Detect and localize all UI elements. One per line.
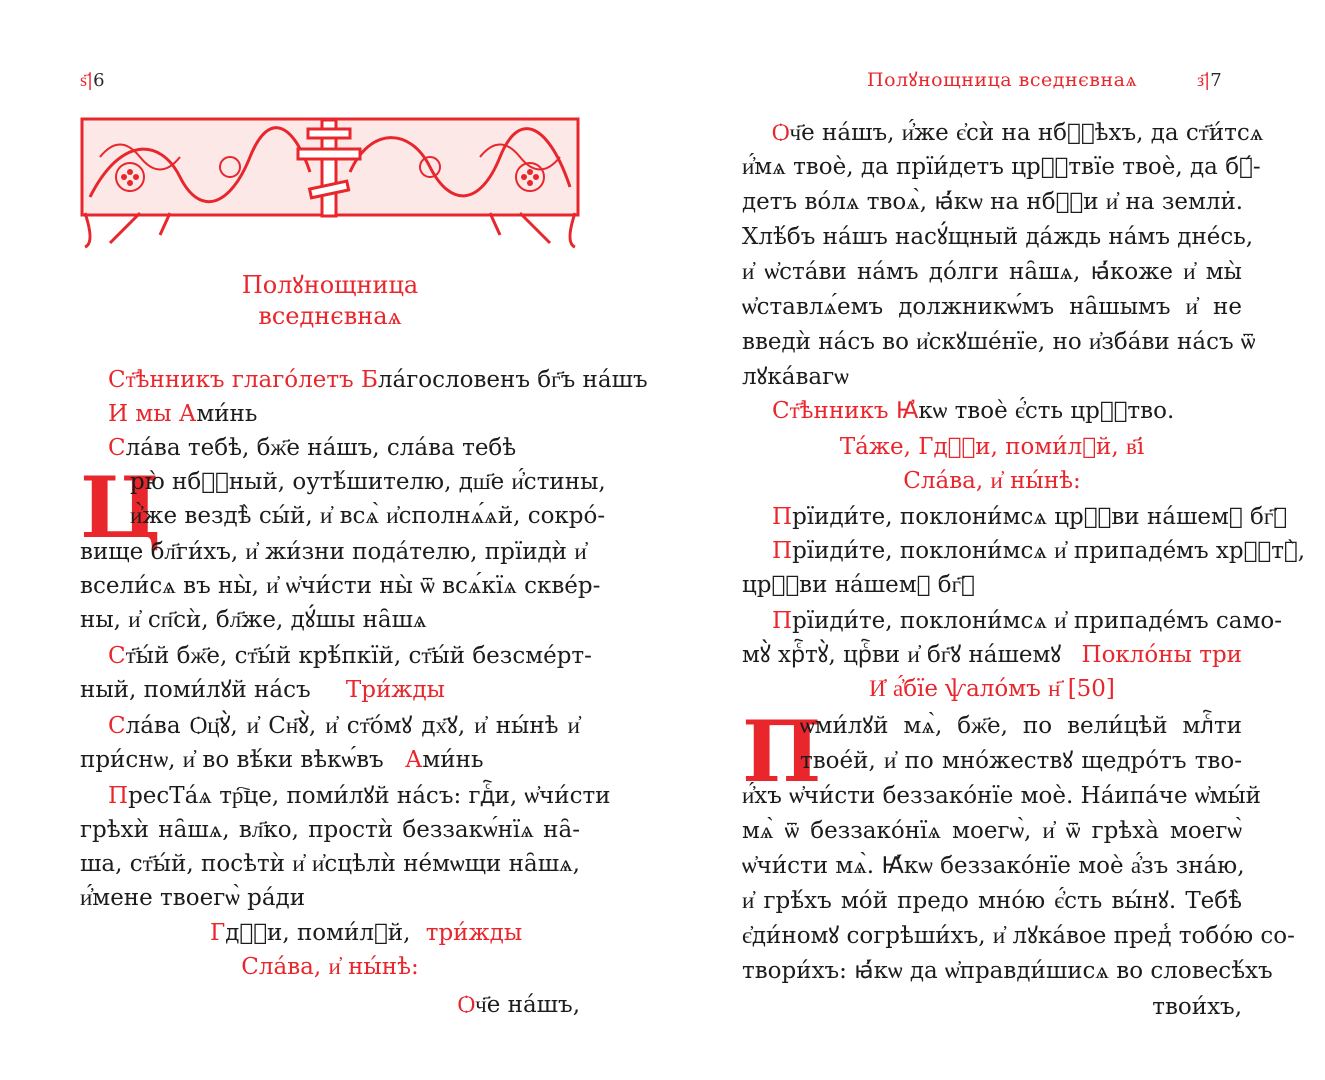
text: при́снѡ, и҆ во вѣ́ки вѣкѡ́въ <box>80 747 384 773</box>
left-line-2 <box>80 399 648 433</box>
right-line-9 <box>772 396 1277 430</box>
right-line-24: є҆ди́номꙋ согрѣши́хъ, и҆ лꙋка́вое пред̾ тобо́ю со- <box>742 923 1295 949</box>
drop-cap: Ц <box>80 458 162 557</box>
right-line-19: твое́й, и҆ по мно́жествꙋ щедро́тъ тво- <box>800 748 1242 774</box>
left-line-9 <box>108 641 592 675</box>
running-head: Полꙋнощница вседнєвнаѧ <box>867 69 1138 91</box>
red-initial: Б <box>361 367 378 393</box>
left-line-18: Сла́ва, и҆ ны́нѣ: <box>241 954 419 980</box>
left-title-line2: вседнєвнаѧ <box>258 302 402 330</box>
right-line-15 <box>772 606 1282 640</box>
left-folio-church-numeral: ѕ҃ <box>80 70 88 91</box>
left-folio-number: 6 <box>93 70 105 91</box>
ornamental-headpiece <box>80 117 580 249</box>
red-initial: Ѻ <box>457 992 476 1018</box>
rubric: Ст҃ѣнникъ <box>772 398 889 424</box>
red-initial: С <box>108 435 126 461</box>
rubric: И мы <box>108 401 172 427</box>
left-line-10 <box>80 675 620 709</box>
left-line-14: грѣхѝ на̑шѧ, вл҃ко, простѝ беззакѡ́нїѧ на̑- <box>80 817 580 843</box>
text: рїиди́те, поклони́мсѧ и҆ припаде́мъ само- <box>792 608 1282 634</box>
right-page <box>742 0 1306 1080</box>
right-line-7: введѝ на́съ во и҆скꙋше́нїе, но и҆зба́ви на́съ ѿ <box>742 329 1256 355</box>
right-line-23: и҆ грѣ́хъ мо́й предо мно́ю є҆́сть вы́нꙋ. Тебѣ̀ <box>742 888 1242 914</box>
right-line-6: ѡ҆ставлѧ́емъ должникѡ́мъ на̑шымъ и҆ не <box>742 294 1242 320</box>
right-line-1 <box>772 118 1264 152</box>
left-line-8: ны, и҆ сп҃сѝ, бл҃же, дꙋ́шы на̑шѧ <box>80 607 427 633</box>
right-line-26: твои́хъ, <box>1152 994 1242 1020</box>
right-line-11: Сла́ва, и҆ ны́нѣ: <box>903 468 1081 494</box>
left-page <box>80 0 648 1080</box>
right-folio <box>1197 70 1222 91</box>
red-initial: П <box>772 608 793 634</box>
text: ла́гословенъ бг҃ъ на́шъ <box>377 367 648 393</box>
right-folio-number: 7 <box>1210 70 1222 91</box>
text: ла́ва Ѻц҃ꙋ̀, и҆ Сн҃ꙋ̀, и҆ ст҃о́мꙋ дх҃ꙋ, и҆ ны́нѣ и҆ <box>125 713 580 739</box>
left-folio <box>80 70 105 91</box>
left-line-7: всели́сѧ въ ны̀, и҆ ѡ҆чи́сти ны̀ ѿ всѧ́кїѧ скве́р- <box>80 573 601 599</box>
rubric: Три́жды <box>345 677 445 703</box>
red-initial: Ꙗ҆ <box>895 398 919 424</box>
red-initial: П <box>772 538 793 564</box>
text: ный, поми́лꙋй на́съ <box>80 677 311 703</box>
text: ми́нь <box>196 401 258 427</box>
right-folio-church-numeral: з҃ <box>1197 70 1205 91</box>
red-initial: А <box>405 747 423 773</box>
right-line-3: детъ во́лѧ твоѧ̀, ꙗ҆́кѡ на нбⷭ҇и и҆ на земли̇. <box>742 189 1244 215</box>
right-line-8: лꙋка́вагѡ <box>742 364 849 390</box>
red-initial: П <box>772 504 793 530</box>
left-line-11 <box>108 711 580 745</box>
left-line-5: и҆̀же вездѣ̀ сы́й, и҆ всѧ̀ и҆сполнѧ́ѧй, сокро́- <box>130 503 606 529</box>
left-line-17 <box>80 918 710 952</box>
text: кѡ твоѐ є҆́сть црⷭ҇тво. <box>918 398 1175 424</box>
left-folio-separator: | <box>87 70 94 91</box>
text: ч҃е на́шъ, и҆́же є҆сѝ на нбⷭ҇ѣхъ, да ст҃и́тсѧ <box>789 120 1264 146</box>
left-line-1 <box>80 365 648 399</box>
right-line-25: твори́хъ: ꙗ҆́кѡ да ѡ҆правди́шисѧ во словесѣ́хъ <box>742 958 1273 984</box>
text: ресТа́ѧ тр҇це, поми́лꙋй на́съ: гдⷭ҇и, ѡ҆чи́сти <box>128 783 611 809</box>
left-line-16: и҆́мене твоегѡ̀ ра́ди <box>80 885 306 911</box>
text: рїиди́те, поклони́мсѧ црⷭ҇ви на́шемꙋ бг҃ꙋ <box>792 504 1288 530</box>
rubric: Покло́ны три <box>1081 642 1242 668</box>
left-line-4: рю̀ нбⷭ҇ный, оутѣ́шителю, дш҃е и҆́стины, <box>130 469 606 495</box>
text: дⷭ҇и, поми́лꙋй, <box>225 920 411 946</box>
right-line-2: и҆́мѧ твоѐ, да прїи́детъ црⷭ҇твїе твоѐ, да бꙋ́- <box>742 154 1261 180</box>
text: рїиди́те, поклони́мсѧ и҆ припаде́мъ хрⷭ҇тꙋ̀, <box>792 538 1306 564</box>
text: т҃ы́й бж҃е, ст҃ы́й крѣ́пкїй, ст҃ы́й безсме́рт- <box>125 643 592 669</box>
red-initial: С <box>108 643 126 669</box>
red-initial: С <box>108 713 126 739</box>
left-line-6: вище бл҃ги́хъ, и҆ жи́зни пода́телю, прїидѝ и҆ <box>80 539 587 565</box>
right-line-21: мѧ̀ ѿ беззако́нїѧ моегѡ̀, и҆ ѿ грѣха̀ моегѡ̀ <box>742 818 1242 844</box>
left-title-line1: Полꙋнощница <box>241 271 419 299</box>
right-line-13 <box>772 536 1306 570</box>
text: ла́ва тебѣ, бж҃е на́шъ, сла́ва тебѣ <box>125 435 517 461</box>
right-line-4: Хлѣ́бъ на́шъ насꙋ́щный да́ждь на́мъ дне́сь, <box>742 224 1254 250</box>
text: ч҃е на́шъ, <box>475 992 580 1018</box>
left-line-12 <box>80 745 620 779</box>
red-initial: Г <box>210 920 226 946</box>
right-line-5: и҆ ѡ҆ста́ви на́мъ до́лги на̑шѧ, ꙗ҆́коже и҆ мы̀ <box>742 259 1242 285</box>
text: мꙋ̀ хрⷭ҇тꙋ̀, црⷭ҇ви и҆ бг҃ꙋ на́шемꙋ <box>742 642 1062 668</box>
drop-cap: П <box>742 702 822 801</box>
rubric: три́жды <box>425 920 523 946</box>
right-line-10: Та́же, Гдⷭ҇и, поми́лꙋй, в҃і <box>839 434 1145 460</box>
left-line-15: ша, ст҃ы́й, посѣтѝ и҆ и҆сцѣлѝ не́мѡщи на̑шѧ, <box>80 851 580 877</box>
right-folio-separator: | <box>1204 70 1211 91</box>
right-line-14: црⷭ҇ви на́шемꙋ бг҃ꙋ <box>742 572 975 598</box>
right-line-17: И҆ а҆́бїе ѱало́мъ н҃ [50] <box>869 676 1115 702</box>
red-initial: А <box>178 401 197 427</box>
left-line-3 <box>80 433 648 467</box>
right-line-22: ѡ҆чи́сти мѧ̀. Ꙗ҆́кѡ беззако́нїе моѐ а҆́зъ зна́ю, <box>742 853 1245 879</box>
right-line-16 <box>742 640 1242 674</box>
left-line-19 <box>80 990 580 1024</box>
left-line-13 <box>108 781 611 815</box>
red-initial: Ѻ <box>772 120 790 146</box>
right-line-20: и҆́хъ ѡ҆чи́сти беззако́нїе моѐ. На́ипа́че ѡ҆мы́й <box>742 783 1261 809</box>
rubric: Ст҃ѣнникъ глаго́летъ <box>108 367 354 393</box>
right-line-12 <box>772 502 1288 536</box>
red-initial: П <box>108 783 129 809</box>
text: ми́нь <box>422 747 484 773</box>
right-line-18: ѡми́лꙋй мѧ̀, бж҃е, по вели́цѣй млⷭ҇ти <box>800 713 1242 739</box>
